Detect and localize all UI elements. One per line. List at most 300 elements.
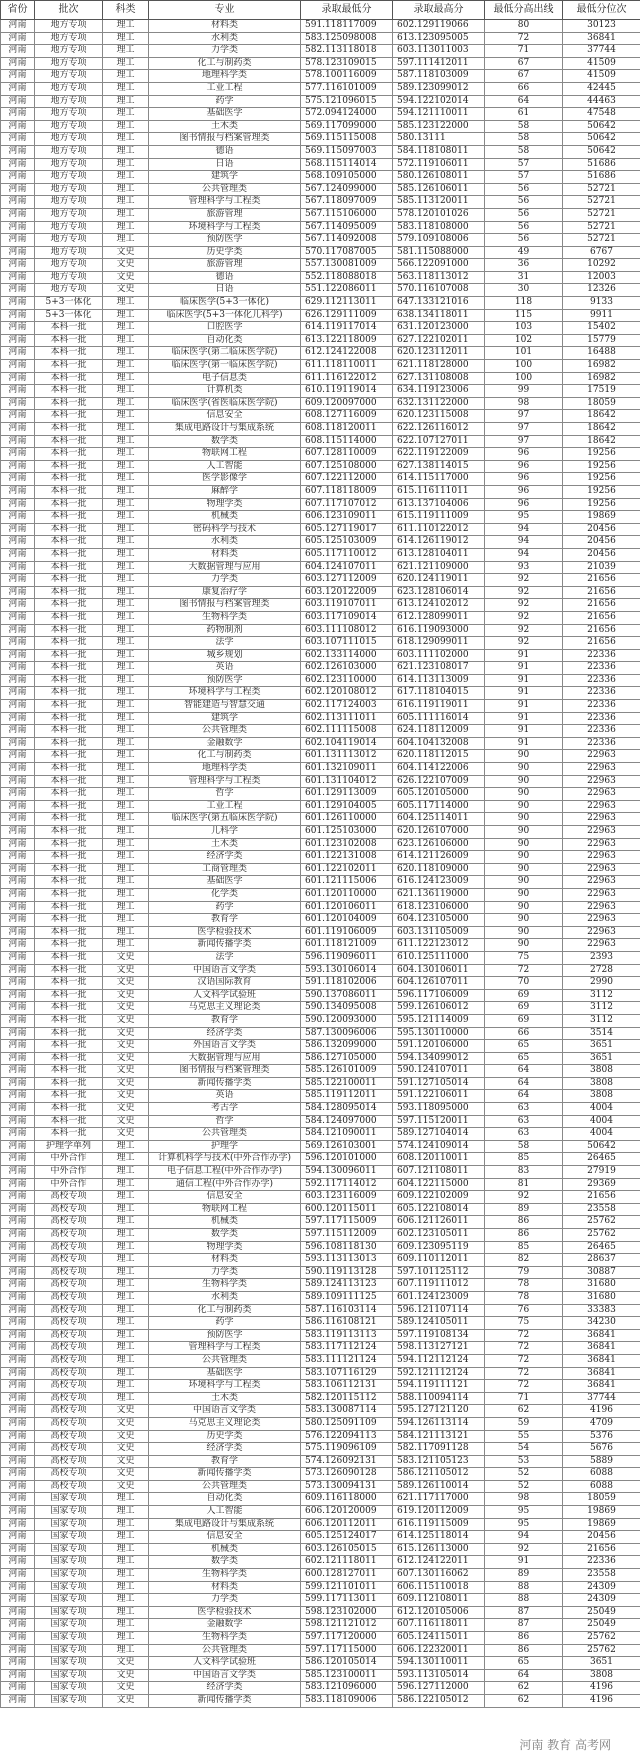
cell-category: 理工 (103, 1241, 149, 1254)
cell-batch: 国家专项 (35, 1657, 103, 1670)
cell-major: 城乡规划 (149, 649, 301, 662)
cell-min-rank: 19256 (563, 460, 640, 473)
cell-above-line: 96 (485, 460, 563, 473)
cell-min-score: 590.134095008 (301, 1002, 393, 1015)
cell-province: 河南 (1, 914, 35, 927)
cell-min-rank: 4709 (563, 1417, 640, 1430)
cell-max-score: 617.118104015 (393, 687, 485, 700)
cell-major: 康复治疗学 (149, 586, 301, 599)
cell-major: 新闻传播学类 (149, 1468, 301, 1481)
cell-batch: 高校专项 (35, 1203, 103, 1216)
cell-max-score: 611.122123012 (393, 939, 485, 952)
cell-province: 河南 (1, 1430, 35, 1443)
cell-batch: 高校专项 (35, 1317, 103, 1330)
cell-min-rank: 22963 (563, 914, 640, 927)
cell-batch: 本科一批 (35, 536, 103, 549)
cell-max-score: 615.116111011 (393, 485, 485, 498)
cell-category: 理工 (103, 385, 149, 398)
cell-min-rank: 16982 (563, 372, 640, 385)
table-row (1, 158, 640, 171)
cell-province: 河南 (1, 1682, 35, 1695)
cell-above-line: 88 (485, 1594, 563, 1607)
table-row (1, 372, 640, 385)
cell-above-line: 78 (485, 1279, 563, 1292)
cell-province: 河南 (1, 750, 35, 763)
cell-province: 河南 (1, 485, 35, 498)
cell-batch: 本科一批 (35, 574, 103, 587)
cell-major: 德语 (149, 145, 301, 158)
cell-batch: 本科一批 (35, 977, 103, 990)
cell-batch: 地方专项 (35, 32, 103, 45)
table-row (1, 712, 640, 725)
cell-above-line: 94 (485, 523, 563, 536)
cell-major: 自动化类 (149, 334, 301, 347)
cell-province: 河南 (1, 259, 35, 272)
cell-province: 河南 (1, 1506, 35, 1519)
cell-min-rank: 36841 (563, 1354, 640, 1367)
cell-min-rank: 9133 (563, 297, 640, 310)
cell-min-rank: 41509 (563, 57, 640, 70)
cell-above-line: 93 (485, 561, 563, 574)
cell-min-score: 583.111121124 (301, 1354, 393, 1367)
table-row (1, 145, 640, 158)
cell-major: 医学检验技术 (149, 926, 301, 939)
cell-major: 化工与制药类 (149, 750, 301, 763)
cell-batch: 本科一批 (35, 473, 103, 486)
cell-min-score: 614.119117014 (301, 322, 393, 335)
cell-major: 图书情报与档案管理类 (149, 133, 301, 146)
cell-province: 河南 (1, 183, 35, 196)
cell-above-line: 69 (485, 989, 563, 1002)
cell-min-score: 607.118118009 (301, 485, 393, 498)
cell-province: 河南 (1, 1291, 35, 1304)
cell-batch: 本科一批 (35, 498, 103, 511)
cell-province: 河南 (1, 586, 35, 599)
cell-above-line: 96 (485, 448, 563, 461)
cell-province: 河南 (1, 1342, 35, 1355)
cell-max-score: 597.101125112 (393, 1266, 485, 1279)
cell-min-score: 603.117109014 (301, 611, 393, 624)
cell-batch: 高校专项 (35, 1241, 103, 1254)
cell-max-score: 620.118109000 (393, 863, 485, 876)
table-row (1, 70, 640, 83)
cell-max-score: 607.116118011 (393, 1619, 485, 1632)
cell-major: 机械类 (149, 1216, 301, 1229)
cell-min-rank: 51686 (563, 171, 640, 184)
cell-batch: 本科一批 (35, 1027, 103, 1040)
cell-major: 预防医学 (149, 234, 301, 247)
cell-min-score: 596.119096011 (301, 951, 393, 964)
cell-above-line: 72 (485, 1342, 563, 1355)
cell-above-line: 65 (485, 1040, 563, 1053)
cell-major: 公共管理类 (149, 1128, 301, 1141)
cell-min-rank: 4196 (563, 1405, 640, 1418)
cell-max-score: 591.122106011 (393, 1090, 485, 1103)
cell-min-score: 600.120115011 (301, 1203, 393, 1216)
cell-min-score: 601.125103000 (301, 826, 393, 839)
cell-max-score: 594.119111121 (393, 1380, 485, 1393)
cell-major: 环境科学与工程类 (149, 687, 301, 700)
cell-max-score: 581.115088000 (393, 246, 485, 259)
cell-batch: 高校专项 (35, 1405, 103, 1418)
cell-province: 河南 (1, 1128, 35, 1141)
cell-min-rank: 18642 (563, 435, 640, 448)
table-row (1, 171, 640, 184)
cell-province: 河南 (1, 435, 35, 448)
cell-min-rank: 22963 (563, 775, 640, 788)
cell-above-line: 87 (485, 1619, 563, 1632)
cell-above-line: 72 (485, 1367, 563, 1380)
cell-max-score: 585.126106011 (393, 183, 485, 196)
cell-batch: 高校专项 (35, 1291, 103, 1304)
cell-min-rank: 26465 (563, 1153, 640, 1166)
cell-min-rank: 24309 (563, 1581, 640, 1594)
cell-batch: 高校专项 (35, 1417, 103, 1430)
cell-min-score: 583.125098008 (301, 32, 393, 45)
cell-category: 文史 (103, 1480, 149, 1493)
cell-min-rank: 21656 (563, 1191, 640, 1204)
cell-major: 生物科学类 (149, 1569, 301, 1582)
table-row (1, 1241, 640, 1254)
cell-above-line: 79 (485, 1266, 563, 1279)
cell-max-score: 616.119093000 (393, 624, 485, 637)
table-row (1, 599, 640, 612)
table-row (1, 1115, 640, 1128)
cell-batch: 本科一批 (35, 914, 103, 927)
cell-major: 医学检验技术 (149, 1606, 301, 1619)
cell-category: 理工 (103, 120, 149, 133)
cell-province: 河南 (1, 385, 35, 398)
table-row (1, 1581, 640, 1594)
cell-max-score: 595.130110000 (393, 1027, 485, 1040)
cell-category: 文史 (103, 1077, 149, 1090)
cell-min-score: 567.115106000 (301, 208, 393, 221)
cell-above-line: 56 (485, 183, 563, 196)
cell-min-score: 573.126090128 (301, 1468, 393, 1481)
cell-major: 机械类 (149, 511, 301, 524)
cell-major: 建筑学 (149, 171, 301, 184)
cell-min-score: 607.122112000 (301, 473, 393, 486)
cell-province: 河南 (1, 208, 35, 221)
cell-province: 河南 (1, 1178, 35, 1191)
cell-batch: 国家专项 (35, 1606, 103, 1619)
table-row (1, 813, 640, 826)
cell-category: 理工 (103, 423, 149, 436)
cell-batch: 本科一批 (35, 888, 103, 901)
cell-min-rank: 6088 (563, 1468, 640, 1481)
cell-category: 理工 (103, 1329, 149, 1342)
table-row (1, 914, 640, 927)
cell-above-line: 91 (485, 700, 563, 713)
cell-category: 理工 (103, 82, 149, 95)
cell-max-score: 598.113127121 (393, 1342, 485, 1355)
table-row (1, 511, 640, 524)
cell-batch: 中外合作 (35, 1166, 103, 1179)
cell-province: 河南 (1, 1443, 35, 1456)
cell-category: 理工 (103, 1266, 149, 1279)
cell-province: 河南 (1, 1103, 35, 1116)
cell-min-rank: 19256 (563, 498, 640, 511)
cell-min-rank: 18642 (563, 410, 640, 423)
cell-major: 密码科学与技术 (149, 523, 301, 536)
cell-major: 经济学类 (149, 1027, 301, 1040)
cell-major: 环境科学与工程类 (149, 1380, 301, 1393)
cell-min-rank: 19869 (563, 511, 640, 524)
cell-min-score: 613.122118009 (301, 334, 393, 347)
cell-province: 河南 (1, 1040, 35, 1053)
cell-max-score: 604.104132008 (393, 737, 485, 750)
cell-batch: 本科一批 (35, 926, 103, 939)
cell-min-rank: 21656 (563, 586, 640, 599)
cell-max-score: 621.117117000 (393, 1493, 485, 1506)
cell-category: 理工 (103, 498, 149, 511)
table-row (1, 485, 640, 498)
table-row (1, 1657, 640, 1670)
cell-max-score: 612.124122011 (393, 1556, 485, 1569)
cell-min-score: 601.118121009 (301, 939, 393, 952)
cell-above-line: 62 (485, 1405, 563, 1418)
cell-max-score: 603.131105009 (393, 926, 485, 939)
cell-major: 考古学 (149, 1103, 301, 1116)
cell-min-rank: 5376 (563, 1430, 640, 1443)
cell-min-score: 608.127116009 (301, 410, 393, 423)
cell-major: 化学类 (149, 888, 301, 901)
cell-max-score: 606.115110018 (393, 1581, 485, 1594)
cell-major: 公共管理类 (149, 725, 301, 738)
cell-province: 河南 (1, 763, 35, 776)
cell-category: 文史 (103, 1065, 149, 1078)
cell-batch: 高校专项 (35, 1216, 103, 1229)
cell-province: 河南 (1, 45, 35, 58)
cell-max-score: 613.123095005 (393, 32, 485, 45)
cell-min-score: 583.130087114 (301, 1405, 393, 1418)
cell-min-rank: 52721 (563, 208, 640, 221)
cell-major: 物理学类 (149, 498, 301, 511)
cell-max-score: 621.136119000 (393, 888, 485, 901)
cell-above-line: 90 (485, 926, 563, 939)
cell-min-rank: 37744 (563, 45, 640, 58)
table-row (1, 45, 640, 58)
cell-min-score: 597.117120000 (301, 1632, 393, 1645)
cell-min-rank: 21656 (563, 574, 640, 587)
cell-batch: 地方专项 (35, 234, 103, 247)
cell-above-line: 92 (485, 637, 563, 650)
cell-above-line: 90 (485, 813, 563, 826)
cell-above-line: 63 (485, 1115, 563, 1128)
table-row (1, 1455, 640, 1468)
cell-max-score: 621.118128000 (393, 360, 485, 373)
cell-batch: 地方专项 (35, 196, 103, 209)
cell-min-score: 583.117112124 (301, 1342, 393, 1355)
cell-province: 河南 (1, 1329, 35, 1342)
cell-batch: 本科一批 (35, 1115, 103, 1128)
cell-above-line: 72 (485, 1329, 563, 1342)
cell-max-score: 609.123095119 (393, 1241, 485, 1254)
table-row (1, 611, 640, 624)
table-row (1, 649, 640, 662)
cell-min-score: 629.112113011 (301, 297, 393, 310)
table-row (1, 523, 640, 536)
cell-province: 河南 (1, 775, 35, 788)
cell-major: 建筑学 (149, 712, 301, 725)
cell-category: 理工 (103, 939, 149, 952)
cell-province: 河南 (1, 1606, 35, 1619)
cell-max-score: 594.112112124 (393, 1354, 485, 1367)
cell-major: 中国语言文学类 (149, 964, 301, 977)
cell-province: 河南 (1, 82, 35, 95)
cell-max-score: 621.121109000 (393, 561, 485, 574)
cell-major: 人工智能 (149, 1506, 301, 1519)
cell-min-score: 591.118117009 (301, 20, 393, 33)
table-row (1, 876, 640, 889)
cell-min-rank: 28637 (563, 1254, 640, 1267)
cell-batch: 本科一批 (35, 662, 103, 675)
cell-min-score: 592.117114012 (301, 1178, 393, 1191)
cell-batch: 中外合作 (35, 1178, 103, 1191)
cell-major: 医学影像学 (149, 473, 301, 486)
cell-major: 土木类 (149, 838, 301, 851)
cell-above-line: 98 (485, 397, 563, 410)
cell-major: 材料类 (149, 548, 301, 561)
table-row (1, 1506, 640, 1519)
cell-max-score: 596.121107114 (393, 1304, 485, 1317)
cell-above-line: 90 (485, 838, 563, 851)
cell-max-score: 614.115117000 (393, 473, 485, 486)
cell-above-line: 92 (485, 1543, 563, 1556)
cell-category: 理工 (103, 813, 149, 826)
cell-major: 经济学类 (149, 851, 301, 864)
cell-batch: 高校专项 (35, 1254, 103, 1267)
cell-min-rank: 22963 (563, 813, 640, 826)
cell-category: 理工 (103, 435, 149, 448)
cell-batch: 本科一批 (35, 737, 103, 750)
cell-province: 河南 (1, 1632, 35, 1645)
cell-province: 河南 (1, 1090, 35, 1103)
cell-category: 理工 (103, 523, 149, 536)
cell-max-score: 607.121108011 (393, 1166, 485, 1179)
cell-min-rank: 25762 (563, 1229, 640, 1242)
cell-category: 理工 (103, 20, 149, 33)
cell-batch: 地方专项 (35, 45, 103, 58)
cell-province: 河南 (1, 536, 35, 549)
cell-major: 工业工程 (149, 82, 301, 95)
cell-major: 土木类 (149, 1392, 301, 1405)
cell-batch: 高校专项 (35, 1380, 103, 1393)
cell-max-score: 613.124102012 (393, 599, 485, 612)
cell-min-rank: 3112 (563, 989, 640, 1002)
cell-category: 理工 (103, 1606, 149, 1619)
cell-batch: 本科一批 (35, 1014, 103, 1027)
table-row (1, 1052, 640, 1065)
cell-category: 文史 (103, 1443, 149, 1456)
cell-major: 哲学 (149, 788, 301, 801)
table-row (1, 1216, 640, 1229)
cell-min-score: 603.107111015 (301, 637, 393, 650)
table-row (1, 763, 640, 776)
cell-batch: 本科一批 (35, 1128, 103, 1141)
cell-major: 金融数学 (149, 737, 301, 750)
cell-major: 水利类 (149, 1291, 301, 1304)
cell-category: 理工 (103, 914, 149, 927)
cell-min-score: 567.124099000 (301, 183, 393, 196)
cell-category: 理工 (103, 649, 149, 662)
cell-above-line: 102 (485, 334, 563, 347)
cell-province: 河南 (1, 397, 35, 410)
table-row (1, 284, 640, 297)
cell-min-score: 601.119106009 (301, 926, 393, 939)
cell-batch: 高校专项 (35, 1468, 103, 1481)
cell-max-score: 572.119106011 (393, 158, 485, 171)
cell-max-score: 587.118103009 (393, 70, 485, 83)
cell-min-rank: 5676 (563, 1443, 640, 1456)
cell-batch: 地方专项 (35, 57, 103, 70)
cell-category: 理工 (103, 171, 149, 184)
cell-above-line: 91 (485, 662, 563, 675)
cell-min-score: 606.123109011 (301, 511, 393, 524)
cell-batch: 5+3一体化 (35, 297, 103, 310)
cell-min-rank: 50642 (563, 145, 640, 158)
cell-category: 理工 (103, 360, 149, 373)
cell-batch: 本科一批 (35, 448, 103, 461)
cell-min-score: 569.126103001 (301, 1140, 393, 1153)
cell-province: 河南 (1, 196, 35, 209)
table-row (1, 1556, 640, 1569)
cell-min-score: 580.125091109 (301, 1417, 393, 1430)
cell-batch: 本科一批 (35, 360, 103, 373)
cell-batch: 地方专项 (35, 120, 103, 133)
cell-category: 文史 (103, 1455, 149, 1468)
cell-min-rank: 4196 (563, 1694, 640, 1707)
cell-min-rank: 4004 (563, 1115, 640, 1128)
cell-batch: 国家专项 (35, 1619, 103, 1632)
cell-major: 预防医学 (149, 674, 301, 687)
cell-batch: 高校专项 (35, 1191, 103, 1204)
cell-above-line: 95 (485, 511, 563, 524)
cell-category: 理工 (103, 70, 149, 83)
cell-min-rank: 22963 (563, 826, 640, 839)
cell-batch: 本科一批 (35, 523, 103, 536)
cell-above-line: 89 (485, 1203, 563, 1216)
cell-min-rank: 4196 (563, 1682, 640, 1695)
cell-min-rank: 3808 (563, 1669, 640, 1682)
cell-province: 河南 (1, 1216, 35, 1229)
table-row (1, 1682, 640, 1695)
cell-max-score: 604.125114011 (393, 813, 485, 826)
table-row (1, 360, 640, 373)
cell-min-score: 589.124113123 (301, 1279, 393, 1292)
cell-max-score: 574.124109014 (393, 1140, 485, 1153)
cell-min-score: 605.125103009 (301, 536, 393, 549)
cell-category: 理工 (103, 1342, 149, 1355)
cell-category: 文史 (103, 1040, 149, 1053)
cell-province: 河南 (1, 423, 35, 436)
cell-min-rank: 19256 (563, 473, 640, 486)
cell-category: 理工 (103, 637, 149, 650)
cell-max-score: 591.120106000 (393, 1040, 485, 1053)
cell-category: 理工 (103, 662, 149, 675)
cell-major: 基础医学 (149, 108, 301, 121)
cell-min-score: 589.109111125 (301, 1291, 393, 1304)
cell-province: 河南 (1, 1380, 35, 1393)
cell-major: 英语 (149, 1090, 301, 1103)
cell-min-score: 584.121090011 (301, 1128, 393, 1141)
cell-min-score: 568.115114014 (301, 158, 393, 171)
cell-min-score: 611.116122012 (301, 372, 393, 385)
cell-min-rank: 22963 (563, 926, 640, 939)
cell-province: 河南 (1, 1405, 35, 1418)
cell-category: 理工 (103, 1191, 149, 1204)
cell-province: 河南 (1, 1077, 35, 1090)
